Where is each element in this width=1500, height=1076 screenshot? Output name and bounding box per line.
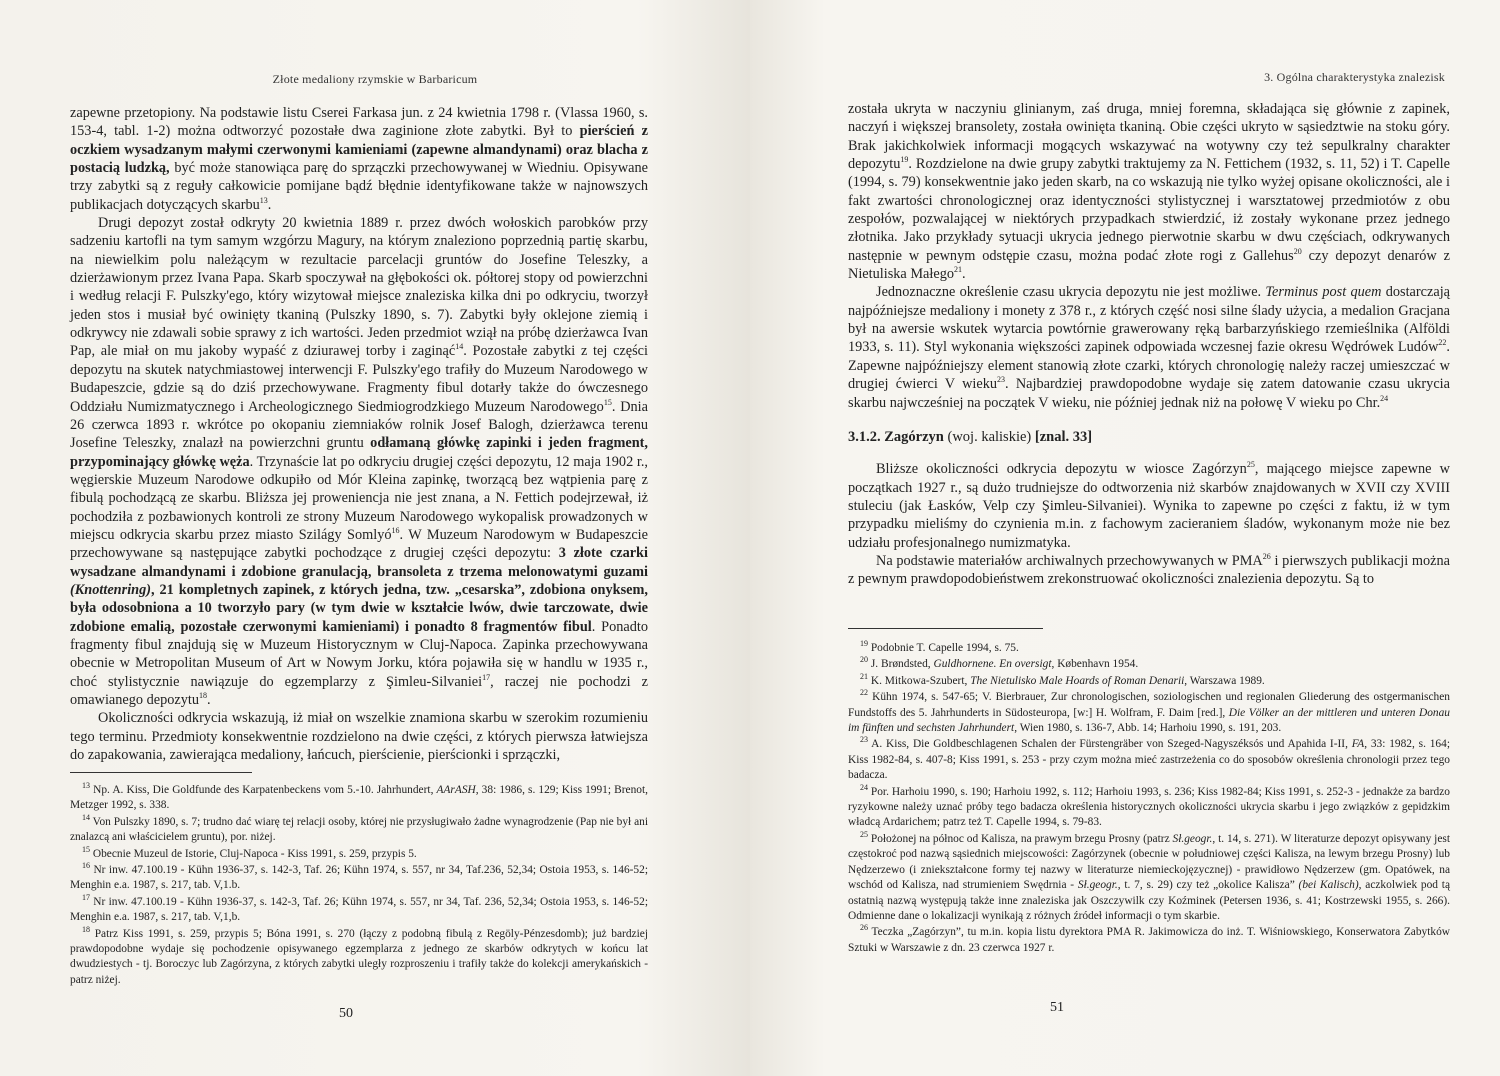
footnote-ref: 26 — [1262, 552, 1271, 562]
text-run: Np. A. Kiss, Die Goldfunde des Karpatenbeckens vom 5.-10. Jahrhundert, — [90, 784, 437, 796]
text-run: czy depozyt denarów z Nietuliska Małego — [848, 247, 1450, 283]
text-run: . Rozdzielone na dwie grupy zabytki traktujemy za N. Fettichem (1932, s. 11, 52) i T. Capelle (1994, s. 79) konsekwentnie jako jeden skarb, na co wskazują nie tylko wyżej opisane okoliczności, ale i fakt zwartości chronologicznej oraz identyczności stylistycznej i warsztatowej przedmiotów z obu zespołów, pozwalającej w niektórych przypadkach stwierdzić, iż zostały wykonane przez jednego złotnika. Jako przykłady sytuacji ukrycia jednego pierwotnie skarbu w dwu częściach, odkrywanych następnie w pewnym odstępie czasu, można podać złote rogi z Gallehus — [848, 156, 1450, 264]
text-run: odłamaną główkę zapinki i jeden fragment, przypominający główkę węża — [70, 435, 648, 470]
text-run: , København 1954. — [1051, 658, 1139, 671]
text-run: Patrz Kiss 1991, s. 259, przypis 5; Bóna 1991, s. 270 (łączy z podobną fibulą z Regöly-Pénzesdomb); już bardziej prawdopodobne wydaje się pochodzenie opisywanego egzemplarza z jednego ze skarbów odkrytych w końcu lat dwudziestych - tj. Boroczyc lub Zagórzyna, z których zabytki uległy rozproszeniu i trafiły także do kolekcji amerykańskich - patrz niżej. — [70, 927, 648, 986]
text-run: K. Mitkowa-Szubert, — [868, 674, 971, 687]
text-run: FA — [1351, 738, 1365, 751]
paragraph — [70, 104, 648, 214]
footnote-14 — [70, 815, 648, 846]
text-run: , mającego miejsce zapewne w początkach 1927 r., są dużo trudniejsze do odtworzenia niż skarbów znajdowanych w XVII czy XVIII stuleciu (jak Łasków, Velp czy Şimleu-Silvaniei). Wynika to zapewne po części z faktu, iż w tym przypadku mieliśmy do czynienia m.in. z fachowym zacieraniem śladów, wykonanym może nie bez udziału profesjonalnego numizmatyka. — [848, 461, 1451, 551]
footnote-number: 21 — [860, 672, 868, 682]
text-run: (Knottenring) — [70, 581, 152, 598]
text-run: Kühn 1974, s. 547-65; V. Bierbrauer, Zur chronologischen, soziologischen und regionalen Gliederung des ostgermanischen Fundstoffs des 5. Jahrhunderts in Südosteuropa, [w:] H. Wolfram, F. Daim [red.], — [848, 691, 1450, 719]
footnote-rule — [848, 628, 1043, 629]
right-page — [750, 0, 1500, 1076]
text-run: AArASH — [436, 784, 476, 796]
text-run: zapewne przetopiony. Na podstawie listu Cserei Farkasa jun. z 24 kwietnia 1798 r. (Vlassa 1960, s. 153-4, tabl. 1-2) można odtworzyć pozostałe dwa zaginione złote zabytki. Był to — [70, 105, 648, 140]
page-number: 50 — [339, 1006, 353, 1021]
text-run: , raczej nie pochodzi z omawianego depozytu — [70, 673, 648, 708]
footnote-ref: 14 — [455, 342, 464, 352]
heading-location: (woj. kaliskie) — [943, 428, 1035, 445]
footnote-22 — [848, 690, 1450, 736]
text-run: Obecnie Muzeul de Istorie, Cluj-Napoca - Kiss 1991, s. 259, przypis 5. — [90, 847, 417, 860]
text-run: być może stanowiąca parę do sprzączki przechowywanej w Wiedniu. Opisywane trzy zabytki są z reguły całkowicie pomijane bądź błędnie identyfikowane także w najnowszych publikacjach dotyczących skarbu — [70, 160, 648, 213]
paragraph — [848, 100, 1450, 283]
text-run: Nr inw. 47.100.19 - Kühn 1936-37, s. 142-3, Taf. 26; Kühn 1974, s. 557, nr 34, Taf. 236, 52,34; Ostoia 1953, s. 146-52; Menghin e.a. 1987, s. 217, tab. V,1,b. — [70, 895, 648, 924]
footnote-ref: 19 — [900, 155, 909, 165]
text-run: (bei Kalisch) — [1298, 879, 1359, 892]
text-run: Guldhornene. En oversigt — [933, 658, 1052, 671]
footnote-number: 25 — [860, 830, 868, 840]
text-run: , 38: 1986, s. 129; Kiss 1991; Brenot, Metzger 1992, s. 338. — [70, 784, 648, 812]
text-run: i pierwszych publikacji można z pewnym prawdopodobieństwem zrekonstruować okoliczności znalezienia depozytu. Są to — [848, 552, 1451, 588]
footnote-26 — [848, 925, 1450, 956]
text-run: , aczkolwiek pod tą ostatnią nazwą występują także inne znaleziska jak Oszczywilk czy Koźminek (Petersen 1936, s. 41; Kostrzewski 1955, s. 266). Odmienne dane o lokalizacji wynikają z różnych źródeł informacji o tym skarbie. — [848, 879, 1451, 922]
text-run: Jednoznaczne określenie czasu ukrycia depozytu nie jest możliwe. — [876, 284, 1266, 301]
text-run: . — [207, 692, 211, 708]
text-run: , Warszawa 1989. — [1184, 674, 1265, 687]
footnote-ref: 18 — [199, 691, 208, 701]
heading-reference: [znal. 33] — [1034, 428, 1093, 445]
text-run: pierścień z oczkiem wysadzanym małymi czerwonymi kamieniami (zapewne almandynami) oraz blacha z postacią ludzką, — [70, 123, 648, 177]
text-run: Sł.geogr. — [1077, 879, 1118, 892]
paragraph — [848, 460, 1450, 552]
footnote-25 — [848, 832, 1450, 924]
footnote-24 — [848, 782, 1450, 831]
text-run: Położonej na północ od Kalisza, na prawym brzegu Prosny (patrz — [868, 832, 1173, 845]
text-run: . Najbardziej prawdopodobne wydaje się zatem datowanie czasu ukrycia skarbu najwcześniej na początek V wieku, nie później jednak niż na połowę V wieku po Chr. — [848, 376, 1450, 411]
paragraph: Okoliczności odkrycia wskazują, iż miał on wszelkie znamiona skarbu w szerokim rozumieniu tego terminu. Przedmioty konsekwentnie rozdzielono na dwie części, z których pierwsza łatwiejsza do zapakowania, zawierająca medaliony, łańcuch, pierścienie, pierścionki i sprzączki, — [70, 710, 648, 764]
footnote-20 — [848, 657, 1450, 672]
footnote-number: 18 — [82, 924, 90, 934]
footnote-ref: 13 — [259, 195, 268, 205]
section-heading — [848, 428, 1450, 446]
text-run: Die Völker an der mittleren und unteren Donau im fünften und sechsten Jahrhundert — [848, 706, 1450, 735]
paragraph — [848, 552, 1450, 589]
footnote-number: 15 — [82, 844, 90, 854]
footnote-number: 23 — [860, 735, 868, 745]
paragraph — [70, 214, 648, 709]
text-run: . — [267, 196, 272, 213]
text-run: . Dnia 26 czerwca 1893 r. wkrótce po okopaniu ziemniaków rolnik Josef Balogh, dzierżawca terenu Josefine Teleszky, znalazł na powierzchni gruntu — [70, 398, 648, 452]
text-run: Drugi depozyt został odkryty 20 kwietnia 1889 r. przez dwóch wołoskich parobków przy sadzeniu kartofli na tym samym wzgórzu Magury, na którym znaleziono poprzednią partię skarbu, na niewielkim polu należącym w rezultacie parcelacji gruntów do Josefine Teleszky, a dzierżawionym przez Ivana Papa. Skarb spoczywał na głębokości ok. półtorej stopy od powierzchni i według relacji F. Pulszky'ego, który wizytował miejsce znaleziska kilka dni po odkryciu, tworzył jeden stos i musiał być owinięty tkaniną (Pulszky 1890, s. 7). Zabytki były oklejone ziemią i odkrywcy nie zdawali sobie sprawy z ich wartości. Jeden przedmiot wziął na próbę dzierżawca Ivan Pap, ale miał on mu jakoby wypaść z dziurawej torby i zaginąć — [70, 215, 648, 360]
text-run: Teczka „Zagórzyn”, tu m.in. kopia listu dyrektora PMA R. Jakimowicza do inż. T. Wiśniowskiego, Konserwatora Zabytków Sztuki w Warszawie z dn. 23 czerwca 1927 r. — [848, 926, 1450, 954]
text-run: Von Pulszky 1890, s. 7; trudno dać wiarę tej relacji osoby, której nie przysługiwało żadne wynagrodzenie (Pap nie był ani znalazcą ani właścicielem gruntu), por. niżej. — [70, 815, 648, 844]
text-run: . W Muzeum Narodowym w Budapeszcie przechowywane są następujące zabytki pochodzące z drugiej części depozytu: — [70, 526, 648, 562]
text-run: Por. Harhoiu 1990, s. 190; Harhoiu 1992, s. 112; Harhoiu 1993, s. 236; Kiss 1982-84; Kiss 1991, s. 252-3 - jednakże za bardzo ryzykowne należy uznać próby tego badacza określenia historycznych okoliczności ukrycia skarbu i jego związków z gepidzkim władcą Ardarichem; patrz też T. Capelle 1994, s. 79-83. — [848, 785, 1450, 829]
footnote-ref: 23 — [997, 375, 1006, 385]
text-run: Sł.geogr. — [1172, 832, 1213, 845]
text-run: J. Brøndsted, — [868, 658, 934, 671]
text-run: , t. 14, s. 271). W literaturze depozyt opisywany jest częstokroć pod nazwą sąsiednich miejscowości: Zagórzynek (obecnie w południowej części Kalisza, na lewym brzegu Prosny) lub Nędzerzewo (i zniekształcone formy tej nazwy w literaturze niemieckojęzycznej) - prawidłowo Nędzerzew (gm. Opatówek, na wschód od Kalisza, nad strumieniem Swędrnia - — [848, 832, 1450, 892]
text-run: The Nietulisko Male Hoards of Roman Denarii — [970, 674, 1185, 687]
text-run: . Pozostałe zabytki z tej części depozytu na skutek natychmiastowej interwencji F. Pulszky'ego trafiły do Muzeum Narodowego w Budapeszcie, gdzie są do dziś przechowywane. Fragmenty fibul dotarły także do ówczesnego Oddziału Numizmatycznego i Archeologicznego Siedmiogrodzkiego Muzeum Narodowego — [70, 343, 648, 415]
footnote-17 — [70, 895, 648, 926]
text-run: Bliższe okoliczności odkrycia depozytu w wiosce Zagórzyn — [876, 461, 1247, 478]
footnote-ref: 20 — [1293, 246, 1302, 256]
running-head: Złote medaliony rzymskie w Barbaricum — [272, 72, 478, 86]
text-run: , 33: 1982, s. 164; Kiss 1982-84, s. 407-8; Kiss 1991, s. 253 - przy czym można mieć zastrzeżenia co do sposobów określenia chronologii przez tego badacza. — [848, 738, 1450, 782]
footnote-number: 16 — [82, 861, 90, 871]
footnote-number: 19 — [860, 639, 868, 649]
text-run: Nr inw. 47.100.19 - Kühn 1936-37, s. 142-3, Taf. 26; Kühn 1974, s. 557, nr 34, Taf.236, 52,34; Ostoia 1953, s. 146-52; Menghin e.a. 1987, s. 217, tab. V,1.b. — [70, 864, 648, 892]
footnote-16 — [70, 863, 648, 894]
running-head: 3. Ogólna charakterystyka znalezisk — [1264, 70, 1445, 84]
text-run: Na podstawie materiałów archiwalnych przechowywanych w PMA — [876, 552, 1263, 569]
footnote-19 — [848, 641, 1450, 656]
body-text — [848, 100, 1450, 589]
footnote-ref: 21 — [954, 265, 963, 275]
footnote-number: 20 — [860, 655, 868, 665]
heading-number: 3.1.2. Zagórzyn — [848, 428, 944, 445]
footnote-13 — [70, 783, 648, 814]
text-run: Podobnie T. Capelle 1994, s. 75. — [868, 642, 1019, 654]
footnote-number: 14 — [82, 813, 90, 823]
footnote-21 — [848, 674, 1450, 689]
footnote-ref: 25 — [1246, 460, 1255, 470]
footnote-ref: 22 — [1438, 338, 1447, 348]
footnote-23 — [848, 737, 1450, 783]
footnote-number: 22 — [860, 688, 868, 698]
body-text — [70, 104, 648, 764]
text-run: A. Kiss, Die Goldbeschlagenen Schalen der Fürstengräber von Szeged-Nagyszéksós und Apahida I-II, — [868, 738, 1352, 751]
text-run: , 21 kompletnych zapinek, z których jedna, tzw. „cesarska”, zdobiona onyksem, była odosobniona a 10 tworzyło pary (w tym dwie w kształcie lwów, dwie tarczowate, dwie zdobione emalią, pozostałe czerwonymi kamieniami) i ponadto 8 fragmentów fibul — [70, 581, 648, 635]
text-run: . Trzynaście lat po odkryciu drugiej części depozytu, 12 maja 1902 r., węgierskie Muzeum Narodowe odkupiło od Mór Kleina zapinkę, tworzącą bez wątpienia parę z fibulą pochodzącą ze skarbu. Bliższa jej proweniencja nie jest znana, a N. Fettich podejrzewał, iż pochodziła z pozbawionych kontroli ze strony Muzeum Narodowego wykopalisk prowadzonych w miejscu odkrycia skarbu przez miasto Szilágy Somlyó — [70, 453, 649, 543]
paragraph — [848, 283, 1450, 411]
page-number: 51 — [1050, 1000, 1064, 1015]
footnote-ref: 16 — [391, 526, 400, 536]
footnote-number: 26 — [860, 923, 868, 933]
text-run: dostarczają najpóźniejsze medaliony i monety z 378 r., z których część nosi silne ślady użycia, a medalion Gracjana był na awersie wskutek wytarcia powtórnie grawerowany ręką barbarzyńskiego rzemieślnika (Alföldi 1933, s. 11). Styl wykonania większości zapinek odpowiada wczesnej fazie okresu Wędrówek Ludów — [848, 284, 1451, 356]
text-run: Terminus post quem — [1265, 284, 1382, 301]
footnote-18 — [70, 924, 648, 989]
text-run: . — [962, 266, 966, 283]
text-run: . Zapewne najpóźniejszy element stanowią złote czarki, których chronologię należy raczej umieszczać w drugiej ćwierci V wieku — [848, 339, 1450, 393]
text-run: . Ponadto fragmenty fibul znajdują się w Muzeum Historycznym w Cluj-Napoca. Zapinka przechowywana obecnie w Metropolitan Museum of Art w Nowym Jorku, która pojawiła się w handlu w 1935 r., choć stylistycznie nawiązuje do egzemplarzy z Şimleu-Silvaniei — [70, 618, 648, 690]
footnote-ref: 15 — [603, 397, 612, 407]
footnote-rule — [70, 772, 252, 773]
footnote-15 — [70, 844, 648, 862]
text-run: , Wien 1980, s. 136-7, Abb. 14; Harhoiu 1990, s. 191, 203. — [1014, 722, 1282, 735]
text-run: , t. 7, s. 29) czy też „okolice Kalisza” — [1117, 879, 1299, 892]
text-run: została ukryta w naczyniu glinianym, zaś druga, mniej foremna, składająca się głównie z zapinek, naczyń i większej bransolety, została owinięta tkaniną. Obie części ukryto w sąsiedztwie na stoku góry. Brak jakichkolwiek informacji mogących wskazywać na wotywny czy też sepulkralny charakter depozytu — [848, 101, 1450, 173]
footnote-number: 13 — [82, 781, 90, 791]
footnotes — [848, 641, 1450, 957]
footnote-ref: 17 — [482, 672, 491, 682]
footnote-ref: 24 — [1380, 393, 1389, 403]
footnote-number: 17 — [82, 893, 90, 903]
footnotes — [70, 783, 648, 989]
footnote-number: 24 — [860, 782, 868, 792]
text-run: 3 złote czarki wysadzane almandynami i zdobione granulacją, bransoleta z trzema melonowatymi guzami — [70, 545, 648, 580]
